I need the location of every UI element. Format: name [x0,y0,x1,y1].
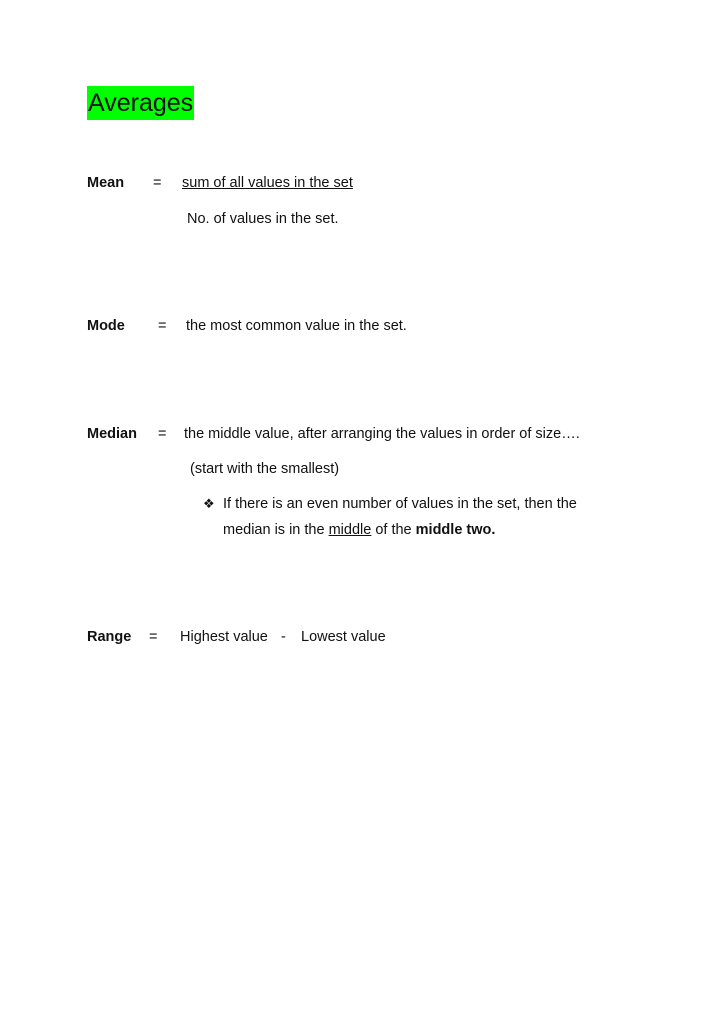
mean-denominator: No. of values in the set. [187,211,339,227]
range-minus-sign: - [281,629,286,645]
mode-equals-sign: = [158,318,167,334]
mode-term: Mode [87,318,125,334]
mode-definition: the most common value in the set. [186,318,407,334]
range-highest-value: Highest value [180,629,268,645]
median-term: Median [87,426,137,442]
median-bullet-middle-word: middle [328,522,372,538]
range-lowest-value: Lowest value [301,629,386,645]
median-bullet-middle-two: middle two. [415,522,496,538]
median-note: (start with the smallest) [190,461,340,477]
mean-term: Mean [87,175,125,191]
median-bullet-line-1: If there is an even number of values in the set, then the [223,496,577,512]
median-bullet-line-2-mid: of the [371,522,416,538]
median-definition: the middle value, after arranging the values in order of size…. [184,426,580,442]
diamond-bullet-icon: ❖ [203,496,215,511]
page-title: Averages [87,86,194,120]
median-equals-sign: = [158,426,167,442]
mean-numerator: sum of all values in the set [182,175,353,191]
range-equals-sign: = [149,629,158,645]
median-bullet-line-2-start: median is in the [223,522,329,538]
range-term: Range [87,629,132,645]
median-bullet-line-2 [223,520,495,540]
mean-equals-sign: = [153,175,162,191]
